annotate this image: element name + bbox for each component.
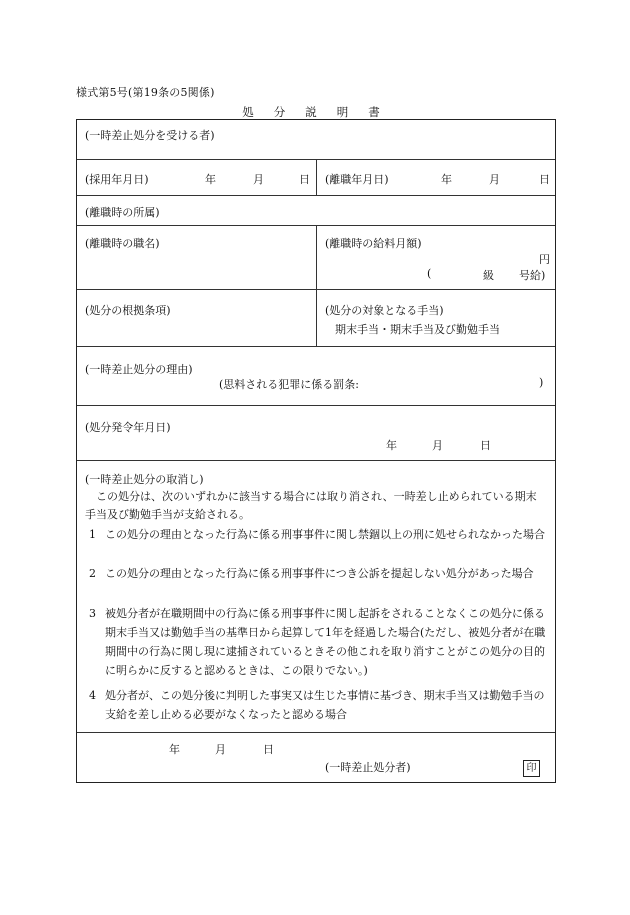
person-label: (一時差止処分を受ける者) bbox=[85, 129, 215, 142]
row-footer bbox=[77, 733, 555, 784]
hire-year-unit: 年 bbox=[205, 173, 216, 186]
issue-month-unit: 月 bbox=[432, 439, 443, 452]
cell-issue-date[interactable] bbox=[77, 406, 555, 460]
cancellation-item-2 bbox=[85, 564, 549, 583]
cell-salary[interactable] bbox=[317, 226, 555, 289]
cell-basis[interactable] bbox=[77, 290, 317, 346]
item-1-text: この処分の理由となった行為に係る刑事事件に関し禁錮以上の刑に処せられなかった場合 bbox=[105, 528, 545, 541]
item-4-text: 処分者が、この処分後に判明した事実又は生じた事情に基づき、期末手当又は勤勉手当の支給を差し止める必要がなくなったと認める場合 bbox=[105, 689, 545, 721]
item-3-text: 被処分者が在職期間中の行為に係る刑事事件に関し起訴をされることなくこの処分に係る期末手当又は勤勉手当の基準日から起算して1年を経過した場合(ただし、被処分者が在職期間中の行為に関し現に逮捕されているときその他これを取り消すことがこの処分の目的に明らかに反すると認めるときは、この限りでない。) bbox=[105, 607, 546, 677]
issuer-label: (一時差止処分者) bbox=[325, 761, 411, 774]
cancellation-item-3 bbox=[85, 604, 549, 680]
form-number: 様式第5号(第19条の5関係) bbox=[76, 86, 215, 99]
reason-crime-text: (思料される犯罪に係る罰条: bbox=[219, 378, 359, 391]
footer-day-unit: 日 bbox=[263, 743, 274, 756]
cell-target[interactable] bbox=[317, 290, 555, 346]
hire-date-label: (採用年月日) bbox=[85, 173, 149, 186]
row-position-salary bbox=[77, 226, 555, 290]
issue-date-label: (処分発令年月日) bbox=[85, 421, 171, 434]
row-cancellation bbox=[77, 461, 555, 733]
footer-month-unit: 月 bbox=[215, 743, 226, 756]
salary-step-unit: 号給) bbox=[519, 269, 546, 282]
item-2-text: この処分の理由となった行為に係る刑事事件につき公訴を提起しない処分があった場合 bbox=[105, 567, 534, 580]
item-4-number: 4 bbox=[89, 689, 96, 702]
row-dates bbox=[77, 160, 555, 196]
document-title: 処分説明書 bbox=[242, 105, 400, 119]
cancellation-item-1 bbox=[85, 525, 549, 544]
cell-reason[interactable] bbox=[77, 347, 555, 405]
cancellation-item-4 bbox=[85, 686, 549, 724]
leave-date-label: (離職年月日) bbox=[325, 173, 389, 186]
cell-leave-date[interactable] bbox=[317, 160, 555, 195]
disposition-form bbox=[76, 119, 556, 783]
row-department bbox=[77, 196, 555, 226]
position-label: (離職時の職名) bbox=[85, 237, 160, 250]
row-basis-target bbox=[77, 290, 555, 347]
row-person bbox=[77, 120, 555, 160]
reason-label: (一時差止処分の理由) bbox=[85, 363, 193, 376]
salary-open-paren: ( bbox=[427, 267, 432, 280]
item-2-number: 2 bbox=[89, 567, 96, 580]
reason-close-paren: ) bbox=[539, 376, 544, 389]
item-1-number: 1 bbox=[89, 528, 96, 541]
salary-grade-unit: 級 bbox=[483, 269, 494, 282]
row-reason bbox=[77, 347, 555, 406]
hire-day-unit: 日 bbox=[299, 173, 310, 186]
cell-cancellation bbox=[77, 461, 555, 732]
salary-yen-unit: 円 bbox=[539, 253, 550, 266]
leave-day-unit: 日 bbox=[539, 173, 550, 186]
footer-year-unit: 年 bbox=[169, 743, 180, 756]
cancellation-intro: この処分は、次のいずれかに該当する場合には取り消され、一時差し止められている期末手当及び勤勉手当が支給される。 bbox=[85, 490, 537, 521]
cell-person[interactable] bbox=[77, 120, 555, 159]
cancellation-label: (一時差止処分の取消し) bbox=[85, 473, 204, 486]
basis-label: (処分の根拠条項) bbox=[85, 304, 171, 317]
target-value: 期末手当・期末手当及び勤勉手当 bbox=[335, 323, 500, 336]
cell-hire-date[interactable] bbox=[77, 160, 317, 195]
leave-month-unit: 月 bbox=[489, 173, 500, 186]
hire-month-unit: 月 bbox=[253, 173, 264, 186]
salary-label: (離職時の給料月額) bbox=[325, 237, 422, 250]
issue-day-unit: 日 bbox=[480, 439, 491, 452]
department-label: (離職時の所属) bbox=[85, 206, 160, 219]
cell-position[interactable] bbox=[77, 226, 317, 289]
target-label: (処分の対象となる手当) bbox=[325, 304, 444, 317]
cell-footer[interactable] bbox=[77, 733, 555, 784]
cell-department[interactable] bbox=[77, 196, 555, 225]
issue-year-unit: 年 bbox=[386, 439, 397, 452]
row-issue-date bbox=[77, 406, 555, 461]
seal-mark: 印 bbox=[523, 760, 540, 777]
item-3-number: 3 bbox=[89, 607, 96, 620]
leave-year-unit: 年 bbox=[441, 173, 452, 186]
